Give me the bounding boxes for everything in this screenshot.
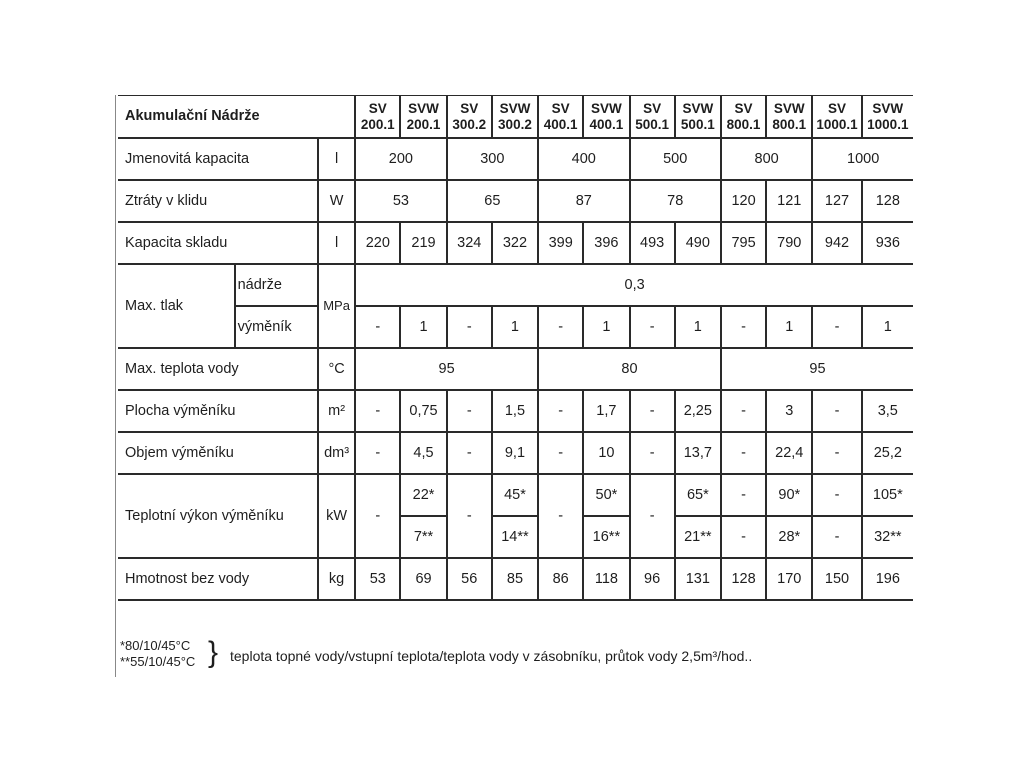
unit-cell: kg — [318, 558, 355, 600]
value-cell: 50* — [583, 474, 629, 516]
value-cell: 53 — [355, 558, 400, 600]
row-exchanger-volume — [118, 432, 913, 474]
value-cell: 1 — [675, 306, 721, 348]
row-label: Teplotní výkon výměníku — [118, 474, 318, 558]
value-cell: 196 — [862, 558, 913, 600]
value-cell: 400 — [538, 138, 629, 180]
model-header: SVW 400.1 — [583, 96, 629, 139]
value-cell: 95 — [721, 348, 913, 390]
value-cell: 10 — [583, 432, 629, 474]
value-cell: 22,4 — [766, 432, 812, 474]
footnote-note-1: *80/10/45°C — [120, 638, 191, 653]
value-cell: - — [812, 306, 861, 348]
unit-cell: °C — [318, 348, 355, 390]
value-cell: - — [355, 474, 400, 558]
row-label: Max. teplota vody — [118, 348, 318, 390]
value-cell: - — [538, 432, 583, 474]
value-cell: 1,5 — [492, 390, 538, 432]
value-cell: - — [538, 390, 583, 432]
value-cell: 150 — [812, 558, 861, 600]
value-cell: 219 — [400, 222, 446, 264]
model-header: SVW 800.1 — [766, 96, 812, 139]
value-cell: 1,7 — [583, 390, 629, 432]
model-header: SVW 1000.1 — [862, 96, 913, 139]
value-cell: 493 — [630, 222, 675, 264]
value-cell: 500 — [630, 138, 721, 180]
value-cell: 80 — [538, 348, 721, 390]
value-cell: - — [812, 474, 861, 516]
row-label: Jmenovitá kapacita — [118, 138, 318, 180]
sub-label: nádrže — [235, 264, 318, 306]
value-cell: 4,5 — [400, 432, 446, 474]
value-cell: 1 — [766, 306, 812, 348]
value-cell: - — [721, 516, 766, 558]
value-cell: 90* — [766, 474, 812, 516]
value-cell: - — [447, 474, 492, 558]
value-cell: - — [355, 432, 400, 474]
value-cell: 118 — [583, 558, 629, 600]
value-cell: - — [538, 306, 583, 348]
value-cell: 942 — [812, 222, 861, 264]
value-cell: - — [630, 474, 675, 558]
unit-cell: l — [318, 222, 355, 264]
model-header: SVW 300.2 — [492, 96, 538, 139]
value-cell: 45* — [492, 474, 538, 516]
model-header: SV 400.1 — [538, 96, 583, 139]
value-cell: 22* — [400, 474, 446, 516]
value-cell: 65 — [447, 180, 538, 222]
value-cell: - — [355, 306, 400, 348]
row-label: Objem výměníku — [118, 432, 318, 474]
value-cell: 128 — [862, 180, 913, 222]
unit-cell: W — [318, 180, 355, 222]
model-header: SVW 500.1 — [675, 96, 721, 139]
value-cell: 14** — [492, 516, 538, 558]
table-title: Akumulační Nádrže — [118, 96, 355, 139]
row-thermal-output-1 — [118, 474, 913, 516]
value-cell: - — [630, 306, 675, 348]
row-dry-weight — [118, 558, 913, 600]
value-cell: 490 — [675, 222, 721, 264]
value-cell: - — [630, 390, 675, 432]
unit-cell: MPa — [318, 264, 355, 348]
value-cell: - — [355, 390, 400, 432]
row-max-water-temp — [118, 348, 913, 390]
value-cell: 1 — [492, 306, 538, 348]
footnote-description: teplota topné vody/vstupní teplota/teplota vody v zásobníku, průtok vody 2,5m³/hod.. — [230, 648, 753, 664]
model-header: SVW 200.1 — [400, 96, 446, 139]
value-cell: 200 — [355, 138, 446, 180]
value-cell: 3 — [766, 390, 812, 432]
value-cell: 220 — [355, 222, 400, 264]
row-label: Hmotnost bez vody — [118, 558, 318, 600]
value-cell: 120 — [721, 180, 766, 222]
value-cell: - — [812, 390, 861, 432]
value-cell: 86 — [538, 558, 583, 600]
row-max-pressure-exchanger — [118, 306, 913, 348]
value-cell: 1 — [400, 306, 446, 348]
footnote-note-2: **55/10/45°C — [120, 654, 196, 669]
model-header: SV 200.1 — [355, 96, 400, 139]
value-cell: 96 — [630, 558, 675, 600]
value-cell: - — [447, 432, 492, 474]
value-cell: - — [812, 432, 861, 474]
value-cell: 121 — [766, 180, 812, 222]
value-cell: 56 — [447, 558, 492, 600]
value-cell: 324 — [447, 222, 492, 264]
sub-label: výměník — [235, 306, 318, 348]
value-cell: 69 — [400, 558, 446, 600]
model-header: SV 300.2 — [447, 96, 492, 139]
value-cell: 87 — [538, 180, 629, 222]
value-cell: 65* — [675, 474, 721, 516]
value-cell: 399 — [538, 222, 583, 264]
value-cell: 396 — [583, 222, 629, 264]
row-exchanger-area — [118, 390, 913, 432]
row-label: Kapacita skladu — [118, 222, 318, 264]
unit-cell: kW — [318, 474, 355, 558]
storage-tank-spec-table — [118, 95, 913, 601]
value-cell: - — [721, 474, 766, 516]
value-cell: 131 — [675, 558, 721, 600]
value-cell: 800 — [721, 138, 812, 180]
row-nominal-capacity — [118, 138, 913, 180]
value-cell: 795 — [721, 222, 766, 264]
left-margin-rule — [115, 95, 116, 677]
value-cell: 1 — [583, 306, 629, 348]
unit-cell: dm³ — [318, 432, 355, 474]
row-label: Plocha výměníku — [118, 390, 318, 432]
value-cell: 1 — [862, 306, 913, 348]
value-cell: 936 — [862, 222, 913, 264]
value-cell: 0,75 — [400, 390, 446, 432]
row-max-pressure-tank — [118, 264, 913, 306]
value-cell: - — [721, 432, 766, 474]
value-cell: 127 — [812, 180, 861, 222]
value-cell: 128 — [721, 558, 766, 600]
row-storage-capacity — [118, 222, 913, 264]
unit-cell: m² — [318, 390, 355, 432]
value-cell: 170 — [766, 558, 812, 600]
value-cell: - — [721, 390, 766, 432]
value-cell: 322 — [492, 222, 538, 264]
model-header: SV 800.1 — [721, 96, 766, 139]
value-cell: 1000 — [812, 138, 913, 180]
value-cell: 16** — [583, 516, 629, 558]
row-standby-loss — [118, 180, 913, 222]
header-row — [118, 96, 913, 139]
value-cell: - — [812, 516, 861, 558]
model-header: SV 500.1 — [630, 96, 675, 139]
value-cell: 32** — [862, 516, 913, 558]
unit-cell: l — [318, 138, 355, 180]
value-cell: 21** — [675, 516, 721, 558]
value-cell: 0,3 — [355, 264, 913, 306]
value-cell: 2,25 — [675, 390, 721, 432]
row-label: Ztráty v klidu — [118, 180, 318, 222]
footnote-notes — [120, 638, 220, 670]
value-cell: 25,2 — [862, 432, 913, 474]
value-cell: - — [447, 306, 492, 348]
value-cell: 105* — [862, 474, 913, 516]
value-cell: - — [447, 390, 492, 432]
model-header: SV 1000.1 — [812, 96, 861, 139]
value-cell: 28* — [766, 516, 812, 558]
value-cell: 78 — [630, 180, 721, 222]
value-cell: 53 — [355, 180, 446, 222]
value-cell: 7** — [400, 516, 446, 558]
value-cell: 300 — [447, 138, 538, 180]
value-cell: 13,7 — [675, 432, 721, 474]
value-cell: 9,1 — [492, 432, 538, 474]
curly-brace: } — [208, 636, 219, 669]
value-cell: - — [721, 306, 766, 348]
value-cell: - — [630, 432, 675, 474]
value-cell: 95 — [355, 348, 538, 390]
value-cell: 790 — [766, 222, 812, 264]
value-cell: - — [538, 474, 583, 558]
row-label: Max. tlak — [118, 264, 235, 348]
value-cell: 85 — [492, 558, 538, 600]
value-cell: 3,5 — [862, 390, 913, 432]
